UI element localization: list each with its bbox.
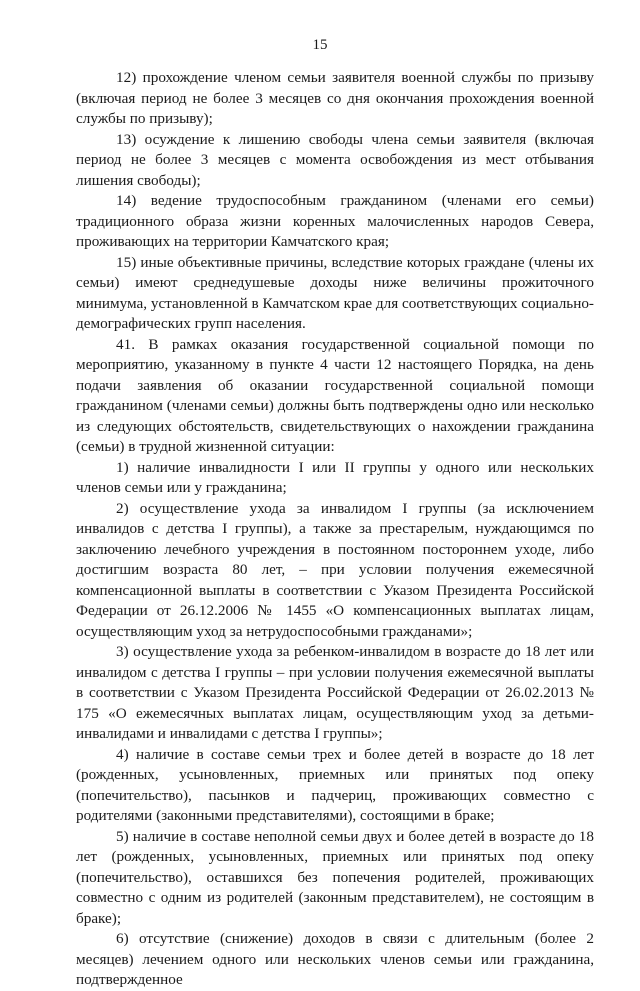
- paragraph-item-12: 12) прохождение членом семьи заявителя военной службы по призыву (включая период не более 3 месяцев со дня окончания прохождения военной службы по призыву);: [76, 69, 594, 127]
- paragraph-item-2: 2) осуществление ухода за инвалидом I группы (за исключением инвалидов с детства I группы), а также за престарелым, нуждающимся по заключению лечебного учреждения в постоянном постороннем уходе, либо достигшим возраста 80 лет, – при условии получения ежемесячной компенсационной выплаты в соответствии с Указом Президента Российской Федерации от 26.12.2006 № 1455 «О компенсационных выплатах лицам, осуществляющим уход за нетрудоспособными гражданами»;: [76, 499, 594, 640]
- paragraph-section-41: 41. В рамках оказания государственной социальной помощи по мероприятию, указанному в пункте 4 части 12 настоящего Порядка, на день подачи заявления об оказании государственной социальной помощи гражданином (членами семьи) должны быть подтверждены одно или несколько из следующих обстоятельств, свидетельствующих о нахождении гражданина (семьи) в трудной жизненной ситуации:: [76, 335, 594, 455]
- paragraph-item-1: 1) наличие инвалидности I или II группы у одного или нескольких членов семьи или у гражданина;: [76, 458, 594, 496]
- paragraph-item-13: 13) осуждение к лишению свободы члена семьи заявителя (включая период не более 3 месяцев с момента освобождения из мест отбывания лишения свободы);: [76, 130, 594, 189]
- paragraph-item-6: 6) отсутствие (снижение) доходов в связи с длительным (более 2 месяцев) лечением одного или нескольких членов семьи или гражданина, подтвержденное: [76, 930, 594, 988]
- paragraph-item-14: 14) ведение трудоспособным гражданином (членами его семьи) традиционного образа жизни коренных малочисленных народов Севера, проживающих на территории Камчатского края;: [76, 192, 594, 250]
- paragraph-item-15: 15) иные объективные причины, вследствие которых граждане (члены их семьи) имеют среднедушевые доходы ниже величины прожиточного минимума, установленной в Камчатском крае для соответствующих социально-демографических групп населения.: [76, 253, 594, 332]
- paragraph-item-3: 3) осуществление ухода за ребенком-инвалидом в возрасте до 18 лет или инвалидом с детства I группы – при условии получения ежемесячной выплаты в соответствии с Указом Президента Российской Федерации от 26.02.2013 № 175 «О ежемесячных выплатах лицам, осуществляющим уход за детьми-инвалидами и инвалидами с детства I группы»;: [76, 643, 594, 742]
- page-number: 15: [312, 37, 328, 53]
- paragraph-item-4: 4) наличие в составе семьи трех и более детей в возрасте до 18 лет (рожденных, усыновленных, приемных или принятых под опеку (попечительство), пасынков и падчериц, проживающих совместно с родителями (законными представителями), состоящими в браке;: [76, 745, 594, 824]
- paragraph-item-5: 5) наличие в составе неполной семьи двух и более детей в возрасте до 18 лет (рожденных, усыновленных, приемных или принятых под опеку (попечительство), оставшихся без попечения родителей, проживающих совместно с одним из родителей (законным представителем), не состоящим в браке);: [76, 827, 594, 927]
- document-body: [76, 68, 594, 991]
